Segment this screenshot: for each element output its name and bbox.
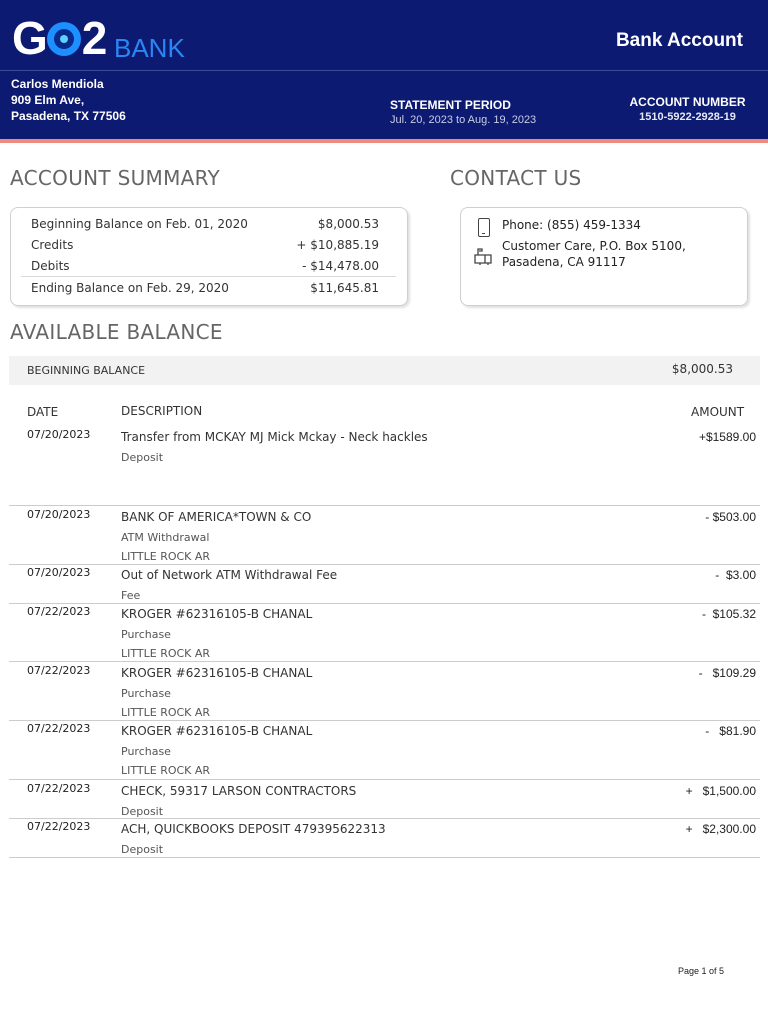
row-divider	[9, 603, 760, 604]
column-header-amount: AMOUNT	[691, 405, 745, 419]
summary-row-debits	[31, 259, 391, 273]
contact-address	[502, 238, 686, 270]
txn-date: 07/20/2023	[27, 566, 91, 579]
txn-date: 07/22/2023	[27, 820, 91, 833]
logo-eye-icon	[47, 22, 81, 56]
txn-date: 07/22/2023	[27, 782, 91, 795]
txn-type: ATM Withdrawal	[121, 530, 210, 544]
row-divider	[9, 661, 760, 662]
txn-desc-main: Out of Network ATM Withdrawal Fee	[121, 568, 338, 582]
account-number-value: 1510-5922-2928-19	[639, 111, 736, 123]
customer-address	[11, 76, 126, 124]
txn-description	[121, 566, 337, 605]
beginning-balance-label: BEGINNING BALANCE	[27, 364, 146, 377]
account-number-label: ACCOUNT NUMBER	[629, 95, 746, 109]
logo-bank-text: BANK	[114, 33, 185, 63]
txn-date: 07/20/2023	[27, 508, 91, 521]
txn-desc-main: KROGER #62316105-B CHANAL	[121, 607, 313, 621]
contact-us-title: CONTACT US	[450, 166, 582, 190]
summary-row-ending	[31, 281, 391, 295]
txn-amount: - $105.32	[701, 607, 756, 621]
row-divider	[9, 818, 760, 819]
txn-desc-main: CHECK, 59317 LARSON CONTRACTORS	[121, 784, 357, 798]
txn-amount: - $81.90	[705, 724, 756, 738]
txn-type: Deposit	[121, 842, 164, 856]
txn-desc-main: BANK OF AMERICA*TOWN & CO	[121, 510, 312, 524]
txn-amount: - $503.00	[705, 510, 756, 524]
contact-address-line1: Customer Care, P.O. Box 5100,	[502, 239, 686, 253]
customer-street: 909 Elm Ave,	[11, 93, 85, 107]
beginning-balance-band	[9, 356, 760, 385]
contact-box	[460, 207, 748, 306]
contact-address-line2: Pasadena, CA 91117	[502, 255, 626, 269]
statement-period	[390, 98, 536, 126]
customer-name: Carlos Mendiola	[11, 77, 104, 91]
account-number	[620, 95, 755, 123]
txn-description	[121, 820, 386, 859]
txn-description	[121, 428, 428, 467]
txn-date: 07/22/2023	[27, 605, 91, 618]
txn-date: 07/22/2023	[27, 664, 91, 677]
summary-divider	[21, 276, 396, 277]
row-divider	[9, 857, 760, 858]
row-divider	[9, 720, 760, 721]
txn-description	[121, 605, 312, 664]
customer-city: Pasadena, TX 77506	[11, 109, 126, 123]
row-divider	[9, 505, 760, 506]
txn-type: Purchase	[121, 744, 171, 758]
column-header-date: DATE	[27, 405, 59, 419]
summary-label: Credits	[31, 238, 74, 252]
txn-description	[121, 722, 312, 781]
document-title: Bank Account	[615, 30, 743, 51]
txn-date: 07/20/2023	[27, 428, 91, 441]
txn-type: Purchase	[121, 627, 171, 641]
row-divider	[9, 779, 760, 780]
phone-icon	[478, 218, 490, 237]
txn-amount: + $2,300.00	[685, 822, 756, 836]
summary-label: Beginning Balance on Feb. 01, 2020	[31, 217, 248, 231]
txn-amount: +$1589.00	[698, 430, 756, 444]
txn-desc-main: Transfer from MCKAY MJ Mick Mckay - Neck hackles	[121, 430, 428, 444]
txn-location: LITTLE ROCK AR	[121, 550, 211, 563]
account-summary-box	[10, 207, 408, 306]
page-number: Page 1 of 5	[678, 966, 725, 976]
txn-desc-main: KROGER #62316105-B CHANAL	[121, 724, 313, 738]
header-accent-line	[0, 139, 768, 143]
txn-type: Deposit	[121, 450, 164, 464]
txn-amount: - $109.29	[698, 666, 756, 680]
column-header-description: DESCRIPTION	[121, 404, 203, 418]
beginning-balance-value: $8,000.53	[671, 362, 733, 376]
txn-type: Deposit	[121, 804, 164, 818]
summary-row-credits	[31, 238, 391, 252]
txn-date: 07/22/2023	[27, 722, 91, 735]
statement-period-label: STATEMENT PERIOD	[390, 98, 511, 112]
txn-type: Fee	[121, 588, 141, 602]
row-divider	[9, 564, 760, 565]
txn-location: LITTLE ROCK AR	[121, 647, 211, 660]
txn-description	[121, 664, 312, 723]
txn-description	[121, 782, 356, 821]
account-summary-title: ACCOUNT SUMMARY	[10, 166, 221, 190]
txn-amount: + $1,500.00	[685, 784, 756, 798]
summary-row-beginning	[31, 217, 391, 231]
summary-label: Ending Balance on Feb. 29, 2020	[31, 281, 229, 295]
txn-desc-main: ACH, QUICKBOOKS DEPOSIT 479395622313	[121, 822, 386, 836]
logo-text: G 2	[12, 12, 106, 64]
statement-period-value: Jul. 20, 2023 to Aug. 19, 2023	[390, 114, 537, 126]
bank-logo	[12, 10, 105, 66]
txn-type: Purchase	[121, 686, 171, 700]
mailbox-icon	[473, 246, 493, 266]
txn-desc-main: KROGER #62316105-B CHANAL	[121, 666, 313, 680]
txn-location: LITTLE ROCK AR	[121, 706, 211, 719]
txn-description	[121, 508, 311, 567]
summary-label: Debits	[31, 259, 70, 273]
txn-location: LITTLE ROCK AR	[121, 764, 211, 777]
header-divider	[0, 70, 768, 71]
summary-value: + $10,885.19	[296, 238, 379, 252]
txn-amount: - $3.00	[715, 568, 756, 582]
summary-value: $8,000.53	[317, 217, 379, 231]
available-balance-title: AVAILABLE BALANCE	[10, 320, 223, 344]
contact-phone: Phone: (855) 459-1334	[502, 218, 641, 232]
summary-value: $11,645.81	[310, 281, 379, 295]
summary-value: - $14,478.00	[302, 259, 379, 273]
